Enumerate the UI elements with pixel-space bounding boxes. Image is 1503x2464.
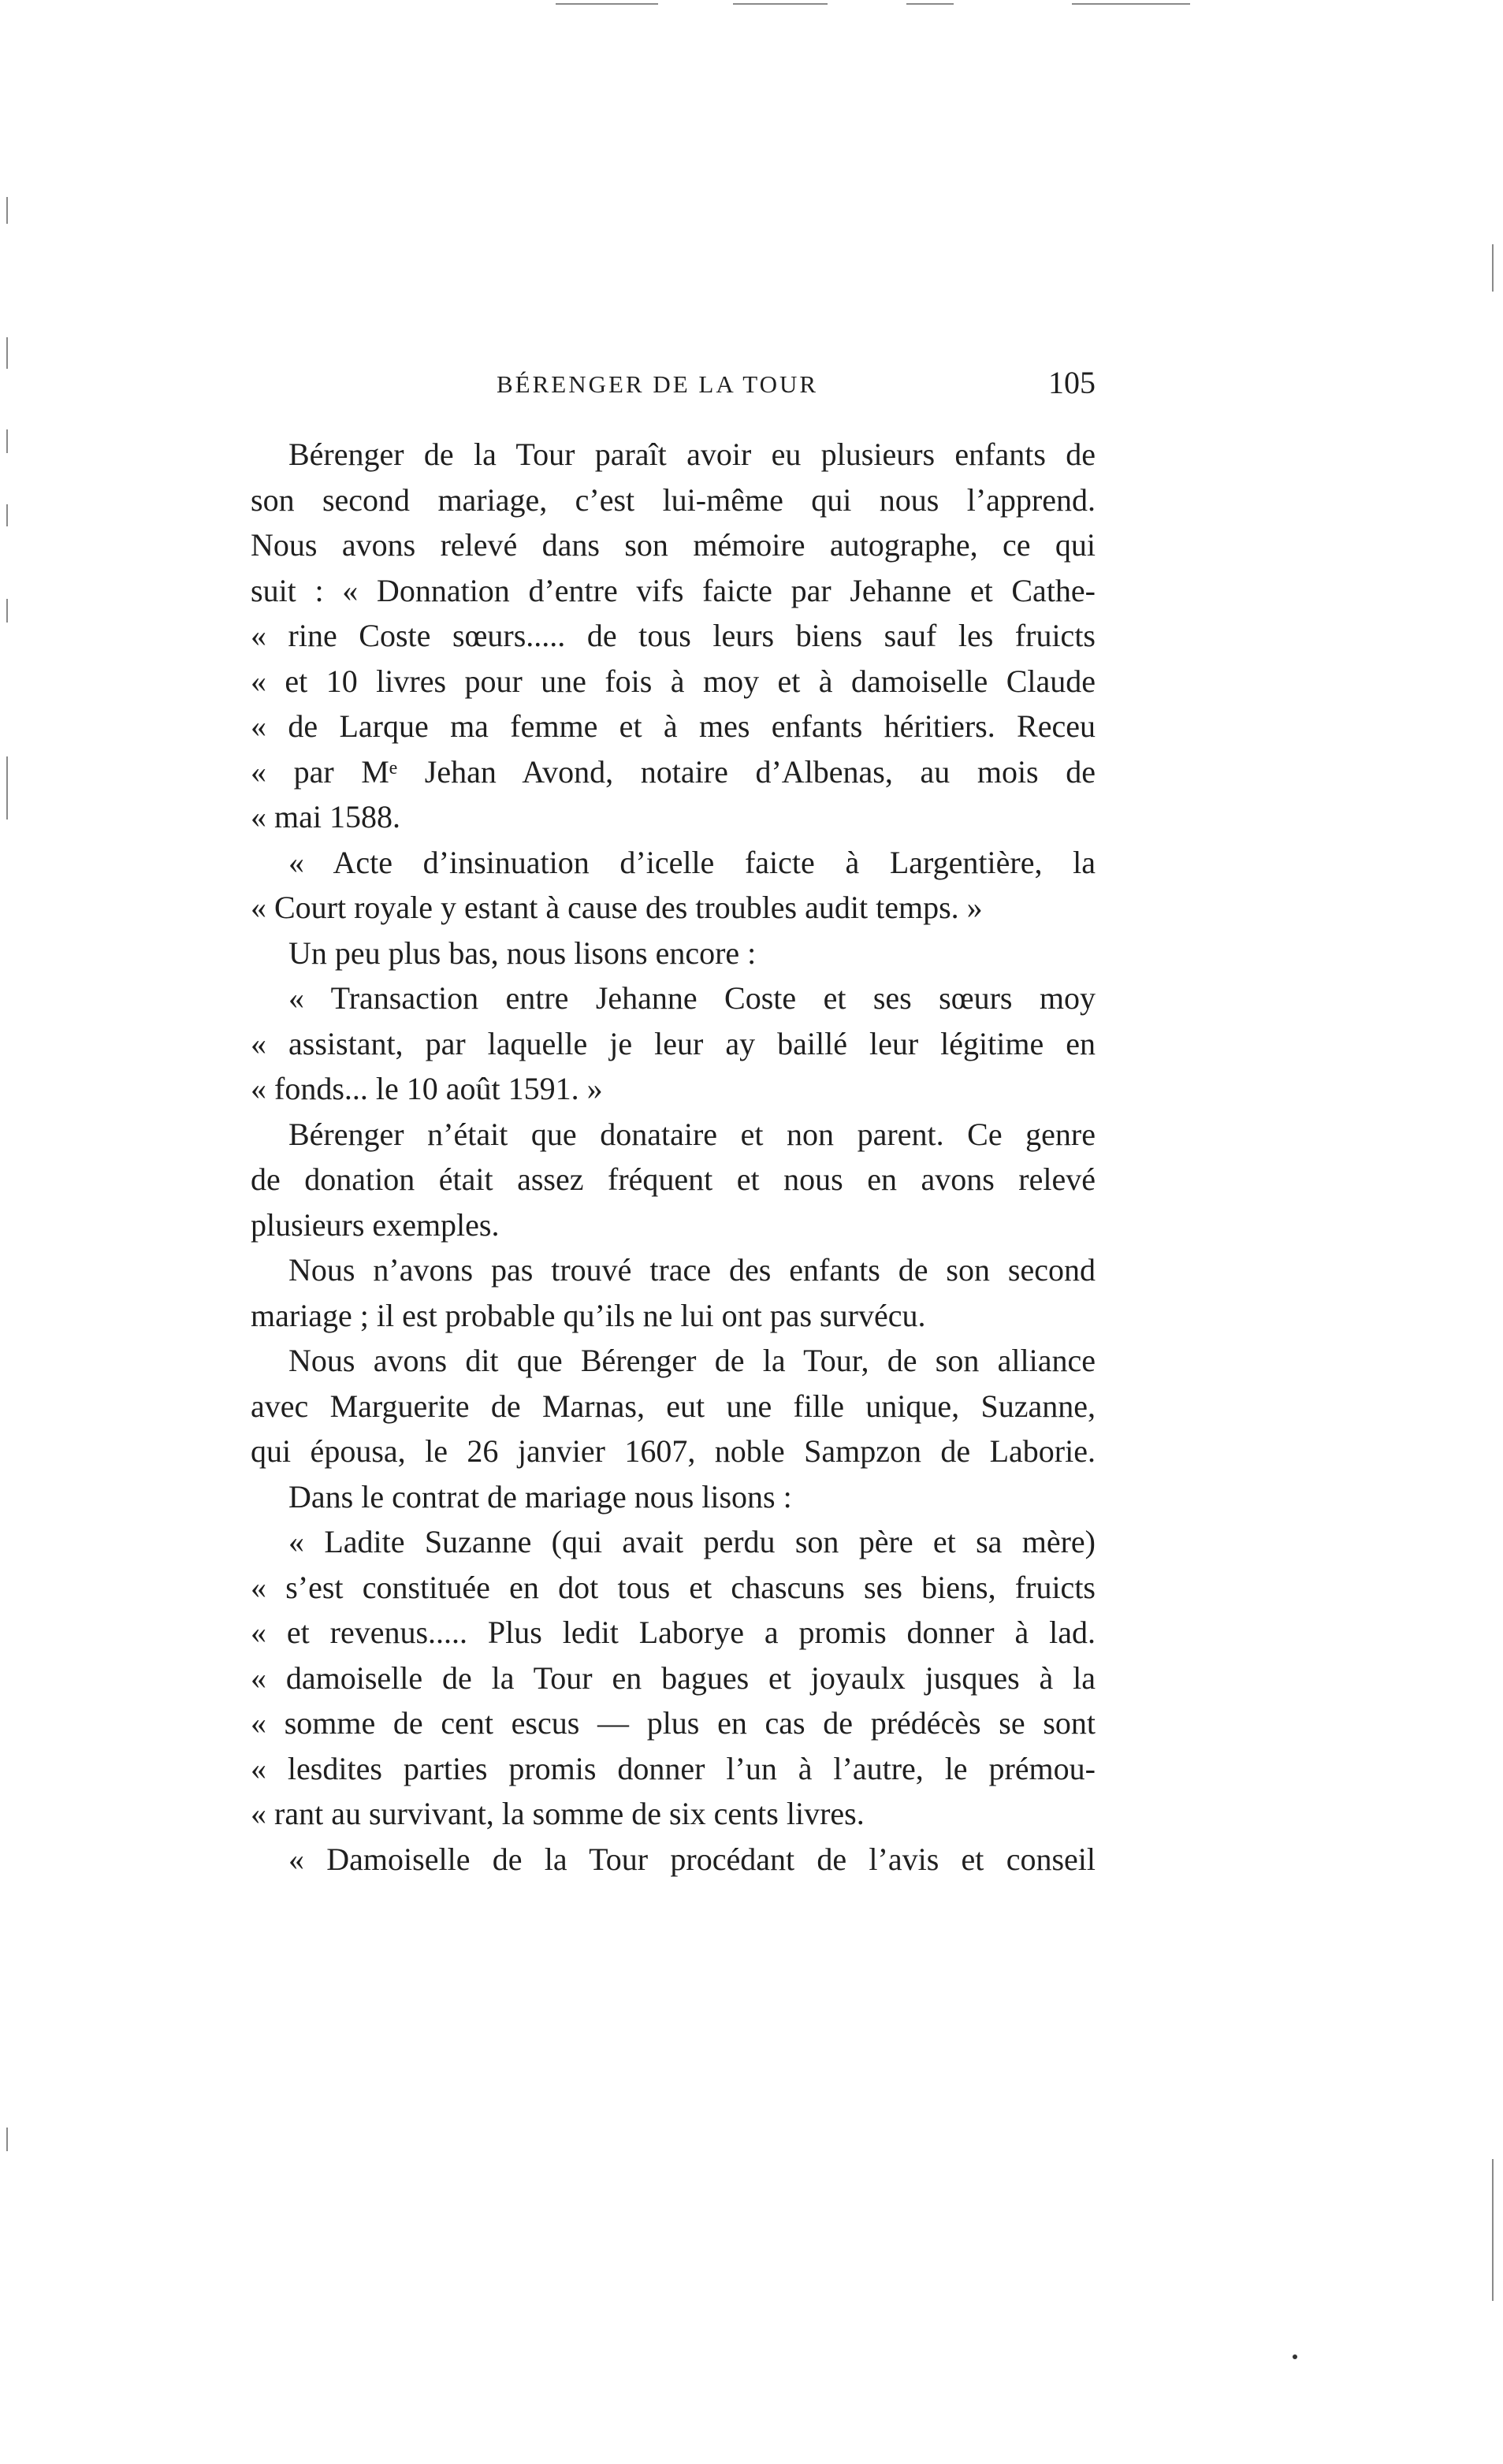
body-text [251,432,1096,1882]
text-line: Un peu plus bas, nous lisons encore : [288,935,757,971]
text-line: « rant au survivant, la somme de six cents livres. [251,1796,865,1831]
text-line: mariage ; il est probable qu’ils ne lui ont pas survécu. [251,1297,926,1333]
scan-artifact [6,197,8,224]
text-line: plusieurs exemples. [251,1206,500,1243]
scan-artifact [1072,3,1190,5]
scan-artifact [6,504,8,526]
text-line: « Transaction entre Jehanne Coste et ses sœurs moy [288,980,1096,1016]
text-line: Nous avons dit que Bérenger de la Tour, de son alliance [288,1343,1096,1378]
scan-artifact [556,3,658,5]
scan-artifact [6,429,8,453]
scan-artifact [6,756,8,819]
text-line: « rine Coste sœurs..... de tous leurs biens sauf les fruicts [251,618,1096,653]
scan-artifact [6,2128,8,2151]
text-line: suit : « Donnation d’entre vifs faicte par Jehanne et Cathe- [251,572,1096,608]
page-header [251,364,1096,411]
text-line: « par Mᵉ Jehan Avond, notaire d’Albenas, au mois de [251,753,1096,790]
text-line: « assistant, par laquelle je leur ay baillé leur légitime en [251,1025,1096,1061]
text-line: Dans le contrat de mariage nous lisons : [288,1478,792,1514]
text-line: Nous avons relevé dans son mémoire autographe, ce qui [251,527,1096,563]
scan-artifact [6,337,8,369]
text-line: Bérenger de la Tour paraît avoir eu plusieurs enfants de [288,437,1096,472]
text-line: qui épousa, le 26 janvier 1607, noble Sampzon de Laborie. [251,1433,1096,1469]
text-line: « Acte d’insinuation d’icelle faicte à Largentière, la [288,844,1096,880]
text-line: « Ladite Suzanne (qui avait perdu son père et sa mère) [288,1524,1096,1559]
text-line: « lesdites parties promis donner l’un à l’autre, le prémou- [251,1750,1096,1786]
text-line: « mai 1588. [251,799,400,834]
text-line: « et 10 livres pour une fois à moy et à damoiselle Claude [251,663,1096,699]
scan-artifact [1492,244,1494,292]
text-line: « Damoiselle de la Tour procédant de l’avis et conseil [288,1841,1096,1877]
text-line: « Court royale y estant à cause des troubles audit temps. » [251,890,983,925]
text-line: « somme de cent escus — plus en cas de prédécès se sont [251,1705,1096,1741]
text-line: « et revenus..... Plus ledit Laborye a promis donner à lad. [251,1615,1096,1650]
text-line: « s’est constituée en dot tous et chascuns ses biens, fruicts [251,1569,1096,1605]
scan-artifact [6,599,8,623]
running-title: BÉRENGER DE LA TOUR [497,370,819,398]
text-line: Nous n’avons pas trouvé trace des enfants de son second [288,1252,1096,1288]
text-line: « de Larque ma femme et à mes enfants héritiers. Receu [251,708,1096,744]
page-number: 105 [1048,365,1096,400]
text-line: « damoiselle de la Tour en bagues et joyaulx jusques à la [251,1659,1096,1696]
scan-artifact [1293,2354,1297,2359]
scan-artifact [1492,2159,1494,2301]
text-line: « fonds... le 10 août 1591. » [251,1071,603,1106]
text-line: son second mariage, c’est lui-même qui nous l’apprend. [251,481,1096,518]
text-line: Bérenger n’était que donataire et non parent. Ce genre [288,1116,1096,1152]
text-line: de donation était assez fréquent et nous en avons relevé [251,1161,1096,1197]
scan-artifact [733,3,828,5]
scan-artifact [906,3,954,5]
text-line: avec Marguerite de Marnas, eut une fille unique, Suzanne, [251,1388,1096,1424]
